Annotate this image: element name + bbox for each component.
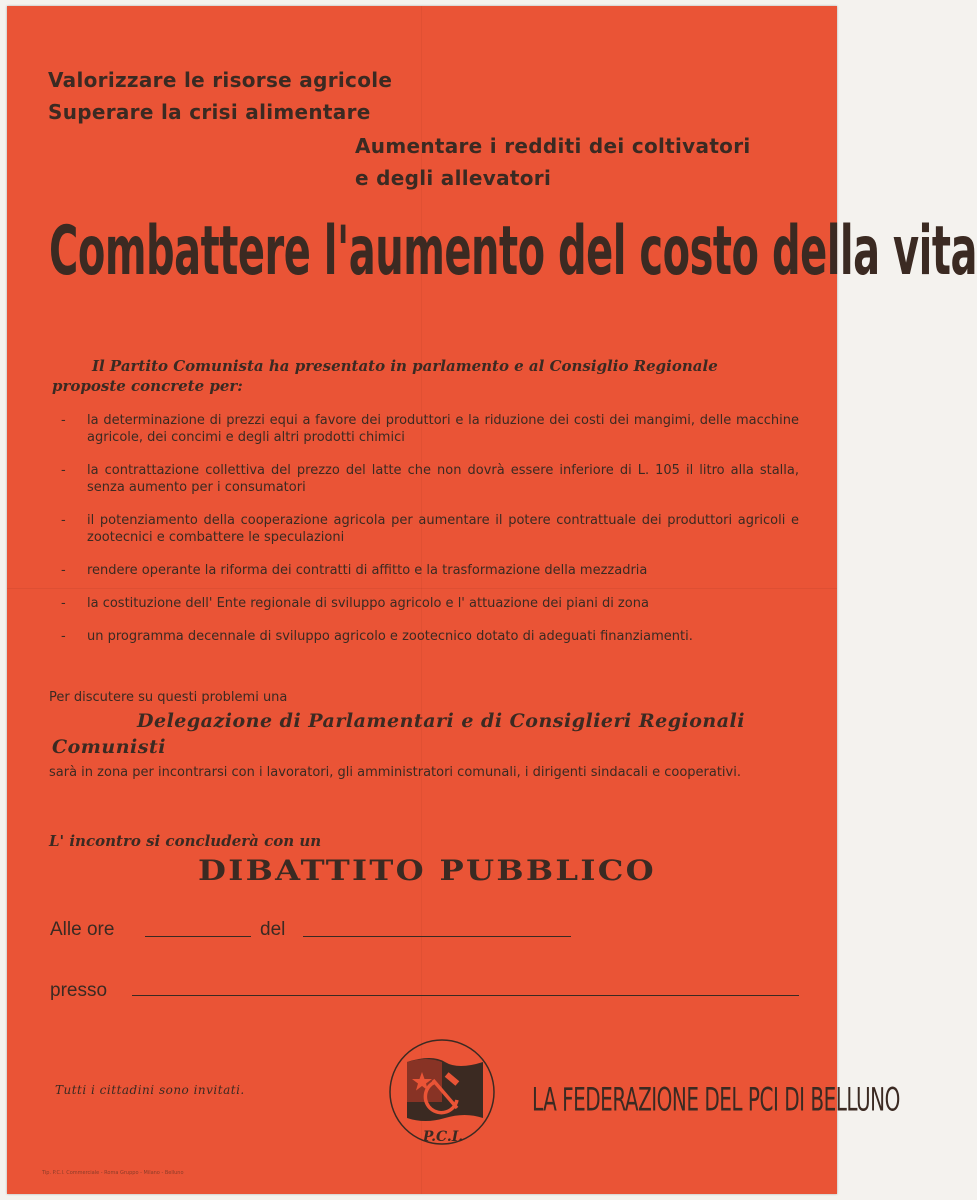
header-line-3: Aumentare i redditi dei coltivatori — [355, 134, 751, 158]
proposal-text: la contrattazione collettiva del prezzo del latte che non dovrà essere inferiore di L. 105 il litro alla stalla, senza aumento per i consumatori — [87, 463, 799, 495]
main-title: Combattere l'aumento del costo della vita — [49, 212, 977, 292]
bullet-dash: - — [61, 596, 66, 611]
place-label: presso — [50, 980, 108, 1001]
proposal-text: la costituzione dell' Ente regionale di sviluppo agricolo e l' attuazione dei piani di zona — [87, 596, 649, 611]
federation-signature: LA FEDERAZIONE DEL PCI DI BELLUNO — [532, 1080, 900, 1119]
printer-credit: Tip. P.C.I. Commerciale - Roma Gruppo - Milano - Belluno — [42, 1170, 184, 1176]
proposal-text: la determinazione di prezzi equi a favore dei produttori e la riduzione dei costi dei mangimi, delle macchine agricole, dei concimi e degli altri prodotti chimici — [87, 413, 799, 445]
delegation-line-2: Comunisti — [52, 736, 166, 758]
pci-emblem — [387, 1032, 499, 1160]
bullet-dash: - — [61, 463, 66, 478]
bullet-dash: - — [61, 563, 66, 578]
proposal-item — [61, 628, 799, 645]
time-label: Alle ore — [50, 919, 115, 940]
place-blank — [132, 995, 799, 996]
intro — [52, 356, 802, 396]
date-blank — [303, 936, 571, 937]
poster — [7, 6, 977, 1194]
proposal-item — [61, 462, 799, 496]
bullet-dash: - — [61, 629, 66, 644]
proposal-item — [61, 412, 799, 446]
header-line-4: e degli allevatori — [355, 166, 552, 190]
emblem-text: P.C.I. — [422, 1129, 464, 1145]
intro-line-2: proposte concrete per: — [52, 377, 243, 395]
proposal-text: un programma decennale di sviluppo agricolo e zootecnico dotato di adeguati finanziamenti. — [87, 629, 693, 644]
proposal-text: il potenziamento della cooperazione agricola per aumentare il potere contrattuale dei produttori agricoli e zootecnici e combattere le speculazioni — [87, 513, 799, 545]
time-blank — [145, 936, 251, 937]
discuss-text: Per discutere su questi problemi una — [49, 690, 288, 705]
invite-text: Tutti i cittadini sono invitati. — [55, 1083, 245, 1097]
intro-line-1: Il Partito Comunista ha presentato in parlamento e al Consiglio Regionale — [92, 357, 718, 375]
proposal-list — [61, 412, 799, 661]
visit-text: sarà in zona per incontrarsi con i lavoratori, gli amministratori comunali, i dirigenti sindacali e cooperativi. — [49, 765, 741, 780]
delegation-line-1: Delegazione di Parlamentari e di Consiglieri Regionali — [137, 710, 745, 732]
header-left — [48, 64, 392, 128]
proposal-item — [61, 595, 799, 612]
header-right — [355, 130, 751, 194]
header-line-2: Superare la crisi alimentare — [48, 100, 371, 124]
proposal-text: rendere operante la riforma dei contratti di affitto e la trasformazione della mezzadria — [87, 563, 648, 578]
conclusion-text: L' incontro si concluderà con un — [49, 832, 322, 850]
delegation — [52, 708, 802, 760]
header-line-1: Valorizzare le risorse agricole — [48, 68, 393, 92]
event-title: DIBATTITO PUBBLICO — [198, 854, 656, 887]
proposal-item — [61, 562, 799, 579]
proposal-item — [61, 512, 799, 546]
bullet-dash: - — [61, 513, 66, 528]
bullet-dash: - — [61, 413, 66, 428]
date-label: del — [260, 919, 286, 940]
